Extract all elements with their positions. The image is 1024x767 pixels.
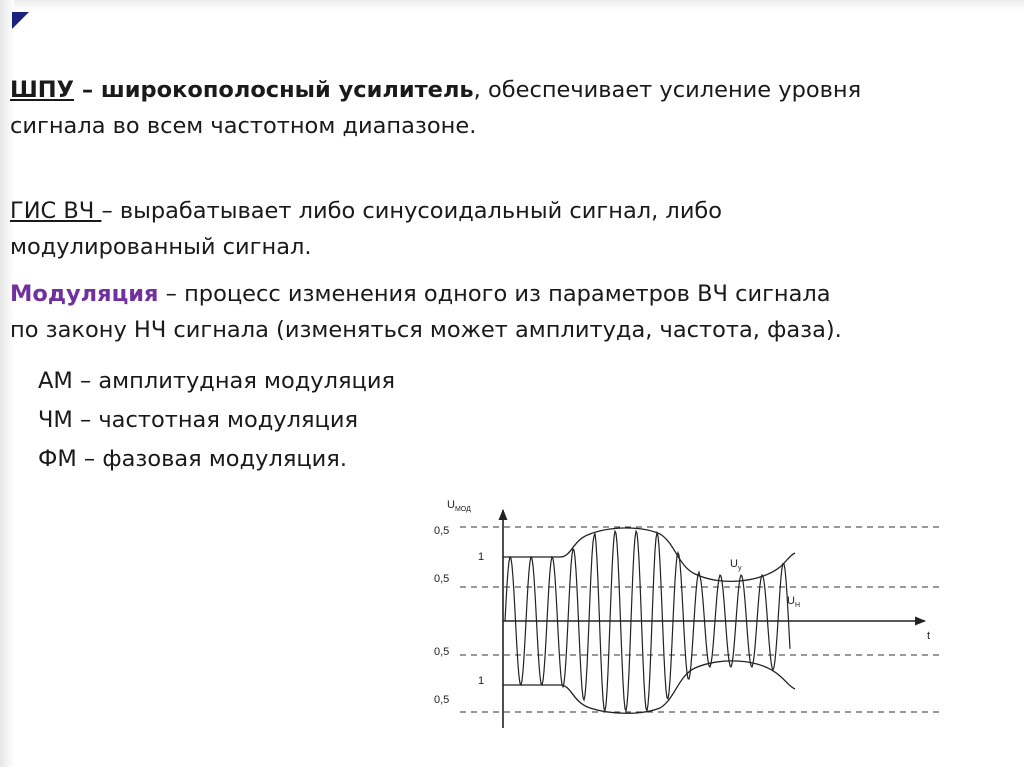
level-label-1: 0,5	[434, 525, 450, 537]
paragraph-modulation-line2: по закону НЧ сигнала (изменяться может амплитуда, частота, фаза).	[10, 317, 842, 343]
marker-label-upper: 1	[478, 551, 485, 563]
envelope-upper	[503, 528, 795, 581]
level-label-4: 0,5	[434, 694, 450, 706]
paragraph-gis-line2: модулированный сигнал.	[10, 234, 312, 260]
envelope-label: $U_у$	[730, 558, 742, 572]
term-gis: ГИС ВЧ	[10, 198, 102, 224]
paragraph-modulation-line1: – процесс изменения одного из параметров ВЧ сигнала	[158, 281, 831, 307]
x-axis-label: t	[927, 630, 931, 642]
carrier-label: $U_Н$	[787, 595, 801, 609]
level-label-2: 0,5	[434, 573, 450, 585]
y-axis-label: $U_{МОД}$	[447, 499, 471, 513]
term-modulation: Модуляция	[10, 281, 159, 307]
marker-label-lower: 1	[478, 675, 485, 687]
paragraph-shpu-line2: сигнала во всем частотном диапазоне.	[10, 113, 477, 139]
term-shpu-expansion: – широкополосный усилитель	[73, 77, 474, 103]
level-label-3: 0,5	[434, 646, 450, 658]
paragraph-gis-line1: – вырабатывает либо синусоидальный сигнал, либо	[101, 198, 723, 224]
paragraph-shpu-line1: , обеспечивает усиление уровня	[473, 77, 862, 103]
list-item-pm-phase: ФМ – фазовая модуляция.	[38, 446, 347, 472]
list-item-fm-frequency: ЧМ – частотная модуляция	[38, 407, 359, 433]
list-item-am: АМ – амплитудная модуляция	[38, 368, 396, 394]
term-shpu: ШПУ	[10, 77, 74, 103]
